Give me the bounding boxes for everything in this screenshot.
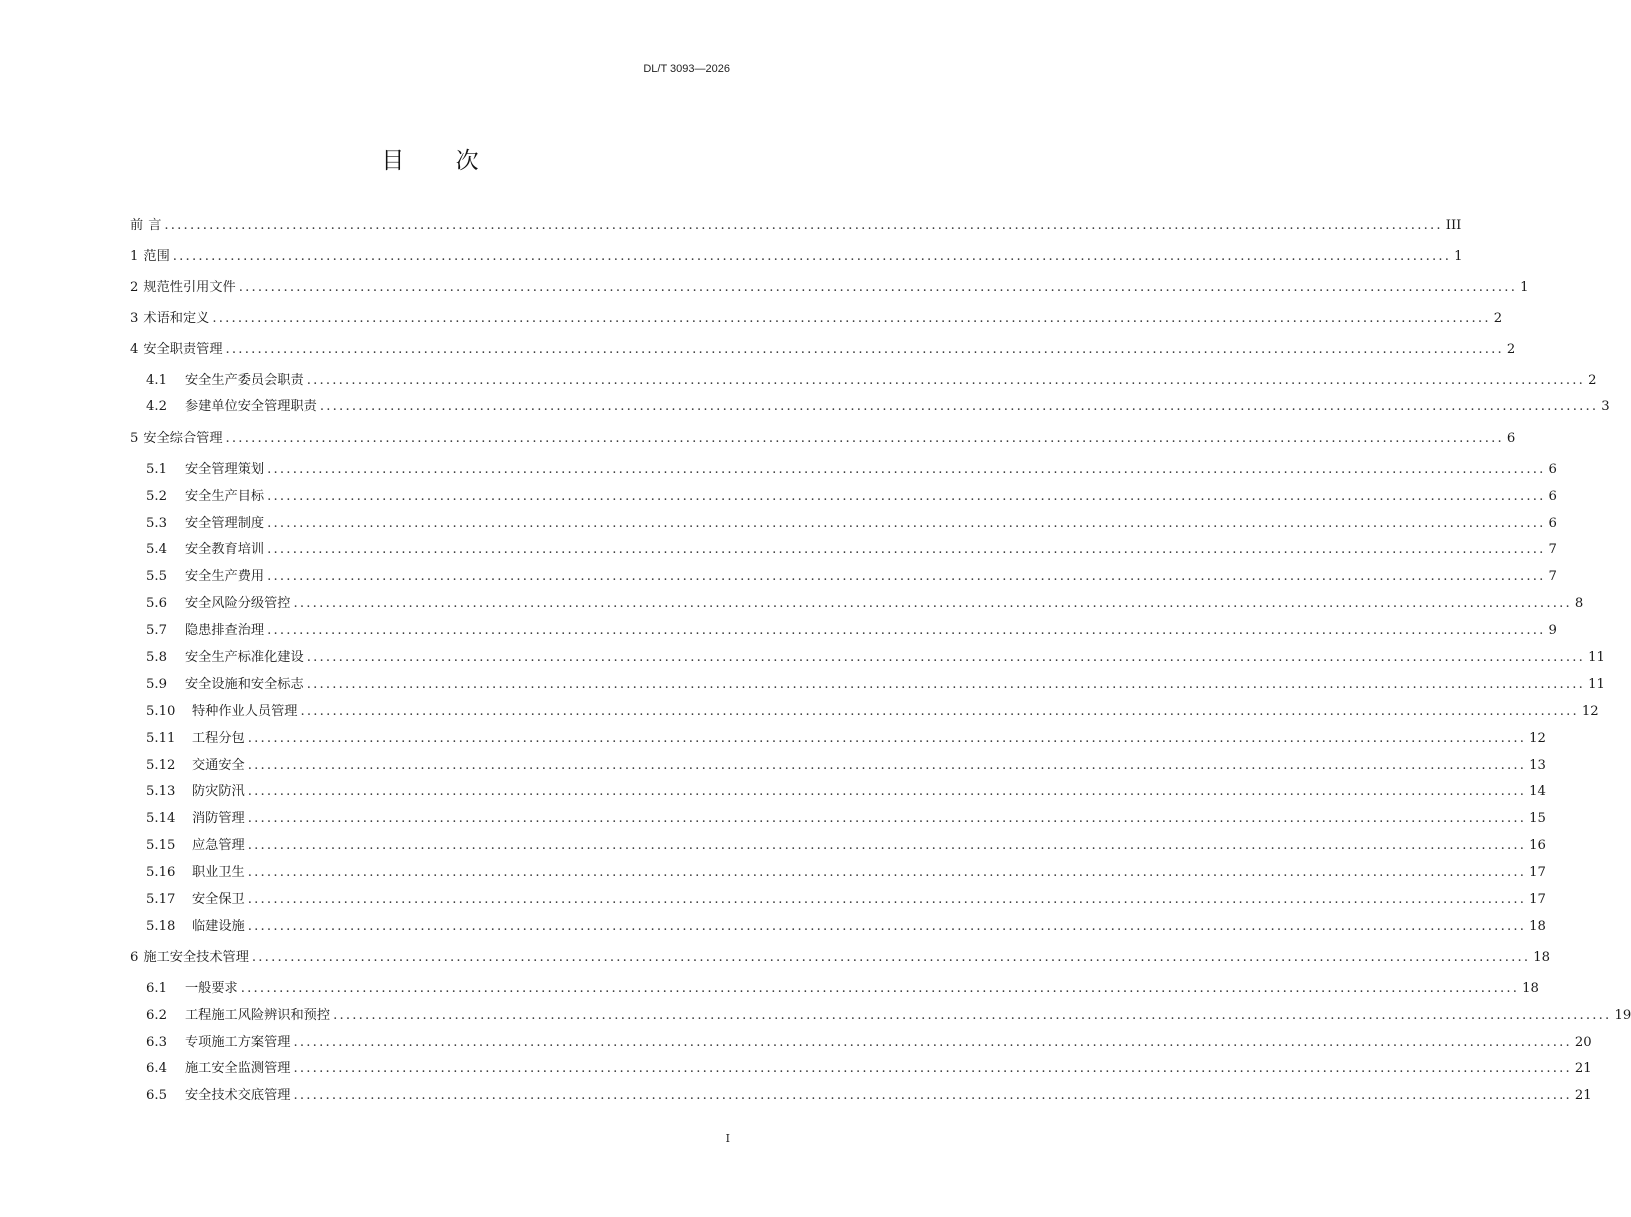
toc-dot-leader: ........................................................................................................................................................................................................ [293,596,1572,611]
toc-entry-label: 职业卫生 [192,865,245,880]
toc-dot-leader: ........................................................................................................................................................................................................ [267,623,1546,638]
toc-dot-leader: ........................................................................................................................................................................................................ [225,342,1504,357]
toc-entry-page: 16 [1529,838,1546,853]
toc-entry-page: 11 [1588,650,1605,665]
toc-entry-number: 5.6 [146,596,167,611]
toc-entry-page: 11 [1588,677,1605,692]
toc-dot-leader: ........................................................................................................................................................................................................ [172,249,1452,264]
toc-entry[interactable] [146,567,1557,587]
toc-entry-label: 规范性引用文件 [143,280,236,295]
toc-entry-number: 6.5 [146,1088,167,1103]
toc-entry-page: 6 [1548,489,1557,504]
toc-dot-leader: ........................................................................................................................................................................................................ [251,950,1531,965]
toc-entry-page: 20 [1574,1035,1592,1050]
toc-entry-label: 专项施工方案管理 [185,1035,291,1050]
toc-entry[interactable] [146,1006,1631,1026]
toc-dot-leader: ........................................................................................................................................................................................................ [238,280,1518,295]
toc-entry[interactable] [146,1086,1592,1106]
toc-dot-leader: ........................................................................................................................................................................................................ [306,650,1586,665]
toc-entry-page: III [1445,218,1462,233]
toc-entry-label: 工程分包 [192,731,245,746]
toc-entry-number: 5.10 [146,704,176,719]
toc-entry-label: 临建设施 [192,919,245,934]
toc-entry-label: 隐患排查治理 [185,623,265,638]
toc-entry-label: 施工安全技术管理 [143,950,249,965]
toc-dot-leader: ........................................................................................................................................................................................................ [306,373,1586,388]
toc-dot-leader: ........................................................................................................................................................................................................ [247,865,1527,880]
toc-entry-label: 防灾防汛 [192,784,245,799]
toc-entry-page: 18 [1522,981,1539,996]
toc-entry[interactable] [146,460,1557,480]
toc-dot-leader: ........................................................................................................................................................................................................ [247,811,1527,826]
toc-entry-label: 言 [148,218,162,233]
toc-entry-page: 7 [1548,569,1557,584]
toc-dot-leader: ........................................................................................................................................................................................................ [293,1035,1572,1050]
toc-entry-label: 安全保卫 [192,892,245,907]
toc-entry-number: 5.5 [146,569,167,584]
toc-dot-leader: ........................................................................................................................................................................................................ [333,1008,1612,1023]
toc-entry[interactable] [130,247,1463,267]
page-number: I [725,1132,730,1145]
toc-dot-leader: ........................................................................................................................................................................................................ [247,784,1527,799]
toc-entry-page: 6 [1548,516,1557,531]
toc-entry-label: 安全职责管理 [143,342,223,357]
toc-dot-leader: ........................................................................................................................................................................................................ [225,431,1504,446]
toc-entry[interactable] [146,487,1557,507]
toc-entry-number: 5.18 [146,919,176,934]
toc-dot-leader: ........................................................................................................................................................................................................ [247,838,1527,853]
toc-dot-leader: ........................................................................................................................................................................................................ [293,1088,1572,1103]
toc-entry[interactable] [130,278,1529,298]
toc-entry-label: 工程施工风险辨识和预控 [185,1008,331,1023]
toc-entry-label: 特种作业人员管理 [192,704,298,719]
toc-entry[interactable] [130,948,1551,968]
toc-entry-number: 5.2 [146,489,167,504]
toc-entry[interactable] [146,371,1597,391]
toc-entry-number: 5 [130,431,139,446]
document-code: DL/T 3093—2026 [643,63,730,75]
toc-entry[interactable] [146,514,1557,534]
toc-entry-number: 5.14 [146,811,176,826]
toc-entry[interactable] [146,648,1605,668]
toc-entry-page: 1 [1454,249,1463,264]
toc-entry-page: 13 [1529,758,1546,773]
toc-entry-page: 14 [1529,784,1546,799]
toc-entry-page: 18 [1533,950,1551,965]
toc-entry-number: 5.17 [146,892,176,907]
toc-entry-label: 安全风险分级管控 [185,596,291,611]
toc-entry-label: 安全管理制度 [185,516,265,531]
toc-entry[interactable] [146,397,1610,417]
toc-entry-label: 术语和定义 [143,311,210,326]
toc-entry-page: 17 [1529,865,1546,880]
toc-entry-label: 安全生产委员会职责 [185,373,304,388]
toc-entry-number: 4.2 [146,399,167,414]
toc-entry-page: 17 [1529,892,1546,907]
toc-entry-number: 6.1 [146,981,167,996]
page-title: 目 次 [381,148,501,174]
toc-entry-label: 交通安全 [192,758,245,773]
toc-entry-number: 5.15 [146,838,176,853]
toc-entry-page: 7 [1548,542,1557,557]
toc-entry[interactable] [130,309,1503,329]
toc-entry-label: 范围 [143,249,170,264]
toc-entry-label: 安全生产目标 [185,489,265,504]
toc-dot-leader: ........................................................................................................................................................................................................ [319,399,1599,414]
toc-entry-label: 应急管理 [192,838,245,853]
toc-entry-number: 6 [130,950,139,965]
toc-entry-page: 2 [1506,342,1516,357]
toc-entry[interactable] [146,729,1546,749]
toc-entry-number: 5.16 [146,865,176,880]
toc-entry-page: 21 [1574,1061,1592,1076]
toc-entry[interactable] [146,594,1584,614]
toc-entry-number: 5.12 [146,758,176,773]
toc-dot-leader: ........................................................................................................................................................................................................ [267,516,1546,531]
toc-entry-number: 6.2 [146,1008,167,1023]
toc-dot-leader: ........................................................................................................................................................................................................ [300,704,1579,719]
toc-entry[interactable] [146,979,1539,999]
toc-entry-number: 6.4 [146,1061,167,1076]
toc-entry-label: 参建单位安全管理职责 [185,399,317,414]
toc-dot-leader: ........................................................................................................................................................................................................ [247,731,1527,746]
toc-entry[interactable] [146,836,1546,856]
toc-entry[interactable] [146,782,1546,802]
toc-entry-number: 5.13 [146,784,176,799]
toc-entry[interactable] [130,340,1516,360]
toc-entry-page: 1 [1520,280,1529,295]
toc-entry[interactable] [130,429,1516,449]
toc-entry-page: 2 [1493,311,1503,326]
toc-dot-leader: ........................................................................................................................................................................................................ [212,311,1491,326]
toc-entry-label: 安全教育培训 [185,542,265,557]
toc-entry[interactable] [146,917,1546,937]
toc-entry-page: 21 [1574,1088,1592,1103]
toc-entry-page: 12 [1529,731,1546,746]
toc-entry-page: 2 [1588,373,1597,388]
toc-entry-page: 15 [1529,811,1546,826]
toc-dot-leader: ........................................................................................................................................................................................................ [240,981,1520,996]
toc-entry-label: 安全综合管理 [143,431,223,446]
toc-entry-number: 5.7 [146,623,167,638]
toc-dot-leader: ........................................................................................................................................................................................................ [247,919,1527,934]
toc-entry-label: 安全技术交底管理 [185,1088,291,1103]
toc-entry-page: 6 [1548,462,1557,477]
toc-entry-label: 消防管理 [192,811,245,826]
toc-entry-number: 3 [130,311,139,326]
toc-entry-page: 3 [1601,399,1610,414]
toc-entry[interactable] [146,1033,1592,1053]
toc-entry-page: 9 [1548,623,1557,638]
toc-entry-page: 6 [1506,431,1516,446]
toc-entry-page: 19 [1614,1008,1631,1023]
toc-dot-leader: ........................................................................................................................................................................................................ [164,218,1443,233]
toc-entry[interactable] [146,621,1557,641]
toc-entry[interactable] [146,863,1546,883]
toc-dot-leader: ........................................................................................................................................................................................................ [267,489,1546,504]
toc-dot-leader: ........................................................................................................................................................................................................ [267,542,1546,557]
toc-entry-label: 施工安全监测管理 [185,1061,291,1076]
toc-entry[interactable] [146,1059,1592,1079]
toc-dot-leader: ........................................................................................................................................................................................................ [306,677,1586,692]
toc-dot-leader: ........................................................................................................................................................................................................ [293,1061,1572,1076]
toc-entry-number: 前 [130,218,144,233]
toc-entry-label: 安全设施和安全标志 [185,677,304,692]
toc-entry[interactable] [146,890,1546,910]
toc-entry[interactable] [146,809,1546,829]
toc-entry-label: 安全生产费用 [185,569,265,584]
toc-entry-number: 5.8 [146,650,167,665]
toc-dot-leader: ........................................................................................................................................................................................................ [267,569,1546,584]
toc-dot-leader: ........................................................................................................................................................................................................ [247,758,1527,773]
toc-entry-page: 8 [1574,596,1584,611]
toc-entry-number: 5.4 [146,542,167,557]
toc-dot-leader: ........................................................................................................................................................................................................ [267,462,1546,477]
toc-entry-number: 6.3 [146,1035,167,1050]
toc-entry-number: 4 [130,342,139,357]
toc-entry-number: 1 [130,249,139,264]
toc-entry[interactable] [146,540,1557,560]
toc-entry-label: 一般要求 [185,981,238,996]
toc-entry-number: 4.1 [146,373,167,388]
toc-entry-page: 18 [1529,919,1546,934]
toc-entry[interactable] [146,702,1599,722]
toc-entry-page: 12 [1581,704,1599,719]
toc-entry[interactable] [146,756,1546,776]
toc-entry-number: 2 [130,280,139,295]
toc-entry-number: 5.11 [146,731,176,746]
toc-entry-label: 安全生产标准化建设 [185,650,304,665]
toc-entry-number: 5.9 [146,677,167,692]
toc-entry[interactable] [130,216,1462,236]
toc-dot-leader: ........................................................................................................................................................................................................ [247,892,1527,907]
toc-entry-number: 5.1 [146,462,167,477]
toc-entry[interactable] [146,675,1605,695]
toc-entry-label: 安全管理策划 [185,462,265,477]
toc-entry-number: 5.3 [146,516,167,531]
